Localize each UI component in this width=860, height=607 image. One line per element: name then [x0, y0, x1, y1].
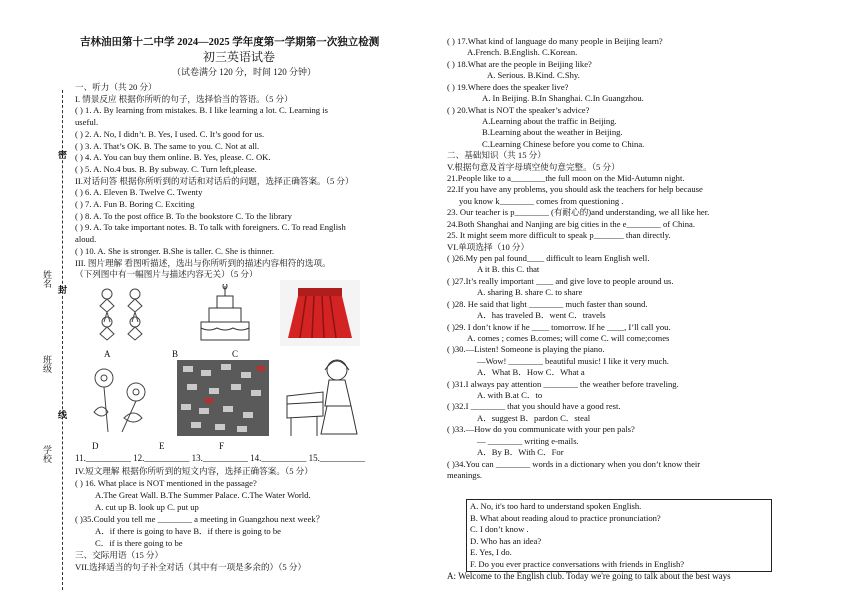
seal-feng: 封	[57, 285, 67, 294]
text-line: ( )27.It’s really important ____ and give love to people around us.	[447, 275, 674, 286]
text-line: C．if is there going to be	[95, 538, 183, 548]
text-line: III. 图片理解 看图听描述，选出与你所听到的描述内容相符的选项。	[75, 257, 331, 268]
picture-c-red-skirt	[280, 280, 360, 346]
text-line: ( )32.I ________ that you should have a good rest.	[447, 401, 621, 412]
name-label: 姓名	[42, 270, 52, 288]
picture-d-flowers	[80, 362, 160, 438]
pic-label-f: F	[219, 441, 225, 451]
text-line: A it B. this C. that	[477, 264, 540, 275]
text-line: ( ) 5. A. No.4 bus. B. By subway. C. Turn left,please.	[75, 163, 257, 174]
text-line: — ________ writing e-mails.	[477, 435, 579, 446]
text-line: E. Yes, I do.	[470, 547, 512, 557]
text-line: A．What B．How C．What a	[477, 367, 585, 378]
text-line: A. comes ; comes B.comes; will come C. will come;comes	[467, 332, 670, 343]
text-line: ( ) 10. A. She is stronger. B.She is taller. C. She is thinner.	[75, 245, 275, 256]
text-line: I. 情景反应 根据你所听的句子，选择恰当的答语。（5 分）	[75, 93, 293, 104]
text-line: 二、基础知识（共 15 分）	[447, 150, 546, 161]
pic-label-c: C	[232, 349, 239, 359]
text-line: ( )33.—How do you communicate with your pen pals?	[447, 424, 635, 435]
text-line: meanings.	[447, 469, 483, 480]
text-line: A. sharing B. share C. to share	[477, 287, 583, 298]
text-line: VI.单项选择（10 分）	[447, 241, 530, 252]
text-line: A．has traveled B．went C．travels	[477, 310, 606, 321]
text-line: ( ) 20.What is NOT the speaker’s advice?	[447, 104, 590, 115]
text-line: ( ) 16. What place is NOT mentioned in the passage?	[75, 478, 257, 488]
text-line: A. Serious. B.Kind. C.Shy.	[487, 70, 580, 81]
cut-line	[62, 90, 63, 590]
text-line: aloud.	[75, 234, 97, 245]
text-line: A. No, it's too hard to understand spoken English.	[470, 501, 642, 511]
text-line: 22.If you have any problems, you should ask the teachers for help because	[447, 184, 703, 195]
text-line: ( )29. I don’t know if he ____ tomorrow. If he ____, I’ll call you.	[447, 321, 671, 332]
binding-margin	[0, 0, 70, 607]
exam-subtitle: 初三英语试卷	[203, 50, 276, 64]
text-line: （下列图中有一幅图片与描述内容无关）（5 分）	[75, 269, 258, 280]
school-label: 学校	[42, 445, 52, 463]
text-line: A．By B．With C．For	[477, 447, 564, 458]
picture-b-birthday-cake	[195, 284, 255, 346]
text-line: useful.	[75, 117, 99, 128]
text-line: A．suggest B．pardon C．steal	[477, 412, 591, 423]
text-line: A. In Beijing. B.In Shanghai. C.In Guangzhou.	[482, 93, 644, 104]
seal-xian: 线	[57, 410, 67, 419]
text-line: A.French. B.English. C.Korean.	[467, 47, 578, 58]
text-line: ( ) 7. A. Fun B. Boring C. Exciting	[75, 199, 195, 209]
text-line: F. Do you ever practice conversations with friends in English?	[470, 558, 685, 569]
text-line: ( ) 9. A. To take important notes. B. To talk with foreigners. C. To read English	[75, 222, 346, 233]
text-line: ( )26.My pen pal found____ difficult to learn English well.	[447, 252, 650, 263]
text-line: ( ) 17.What kind of language do many people in Beijing learn?	[447, 36, 663, 46]
text-line: ( ) 8. A. To the post office B. To the bookstore C. To the library	[75, 210, 292, 221]
text-line: ( )35.Could you tell me ________ a meeting in Guangzhou next week？	[75, 514, 325, 524]
pic-label-e: E	[159, 441, 165, 451]
text-line: 三、交际用语（15 分）	[75, 550, 164, 560]
exam-note: （试卷满分 120 分，时间 120 分钟）	[172, 67, 317, 77]
text-line: ( ) 4. A. You can buy them online. B. Yes, please. C. OK.	[75, 152, 271, 163]
text-line: A.Learning about the traffic in Beijing.	[482, 115, 617, 126]
text-line: D. Who has an idea?	[470, 535, 542, 546]
text-line: A. with B.at C．to	[477, 390, 543, 401]
text-line: C. I don’t know .	[470, 524, 529, 534]
text-line: IV.短文理解 根据你所听到的短文内容，选择正确答案。（5 分）	[75, 466, 313, 476]
class-label: 班级	[42, 355, 52, 373]
text-line: ( ) 6. A. Eleven B. Twelve C. Twenty	[75, 187, 203, 198]
seal-mi: 密	[57, 150, 67, 159]
text-line: A．if there is going to have B．if there is going to be	[95, 526, 281, 536]
text-line: ( ) 3. A. That’s OK. B. The same to you. C. Not at all.	[75, 140, 260, 151]
picture-f-girl-playing-piano	[285, 356, 365, 438]
picture-answer-blanks: 11.__________ 12.__________ 13.__________ 14.__________ 15.__________	[75, 453, 365, 463]
text-line: A. cut up B. look up C. put up	[95, 502, 199, 512]
text-line: VII.选择适当的句子补全对话（其中有一项是多余的）（5 分）	[75, 562, 307, 572]
text-line: ( ) 1. A. By learning from mistakes. B. I like learning a lot. C. Learning is	[75, 105, 328, 116]
text-line: 25. It might seem more difficult to speak p_______ than directly.	[447, 230, 671, 241]
text-line: B. What about reading aloud to practice pronunciation?	[470, 512, 661, 523]
text-line: ( )30.—Listen! Someone is playing the piano.	[447, 344, 605, 355]
text-line: ( )28. He said that light ________ much faster than sound.	[447, 298, 648, 309]
text-line: —Wow! ________ beautiful music! I like it very much.	[477, 355, 669, 366]
text-line: ( )31.I always pay attention ________ the weather before traveling.	[447, 378, 679, 389]
text-line: V.根据句意及首字母填空使句意完整。（5 分）	[447, 161, 620, 172]
picture-a-dancing-girls	[92, 284, 152, 344]
text-line: C.Learning Chinese before you come to China.	[482, 138, 645, 149]
text-line: A.The Great Wall. B.The Summer Palace. C.The Water World.	[95, 490, 311, 500]
picture-e-traffic-jam	[177, 360, 269, 436]
exam-title: 吉林油田第十二中学 2024—2025 学年度第一学期第一次独立检测	[80, 37, 380, 48]
text-line: 21.People like to a________the full moon on the Mid-Autumn night.	[447, 173, 685, 184]
pic-label-d: D	[92, 441, 99, 451]
text-line: II.对话问答 根据你所听到的对话和对话后的问题，选择正确答案。（5 分）	[75, 175, 354, 186]
text-line: you know k________ comes from questioning .	[459, 195, 624, 206]
text-line: 24.Both Shanghai and Nanjing are big cities in the e________ of China.	[447, 218, 695, 229]
text-line: ( ) 19.Where does the speaker live?	[447, 81, 569, 92]
dialogue-start-line: A: Welcome to the English club. Today we're going to talk about the best ways	[447, 571, 731, 581]
text-line: 一、听力（共 20 分）	[75, 82, 157, 92]
text-line: B.Learning about the weather in Beijing.	[482, 127, 623, 138]
text-line: ( ) 18.What are the people in Beijing like?	[447, 58, 592, 69]
pic-label-a: A	[104, 349, 111, 359]
text-line: ( )34.You can ________ words in a dictionary when you don’t know their	[447, 458, 701, 469]
pic-label-b: B	[172, 349, 179, 359]
text-line: 23. Our teacher is p________ (有耐心的)and understanding, we all like her.	[447, 207, 710, 218]
text-line: ( ) 2. A. No, I didn’t. B. Yes, I used. C. It’s good for us.	[75, 128, 265, 139]
